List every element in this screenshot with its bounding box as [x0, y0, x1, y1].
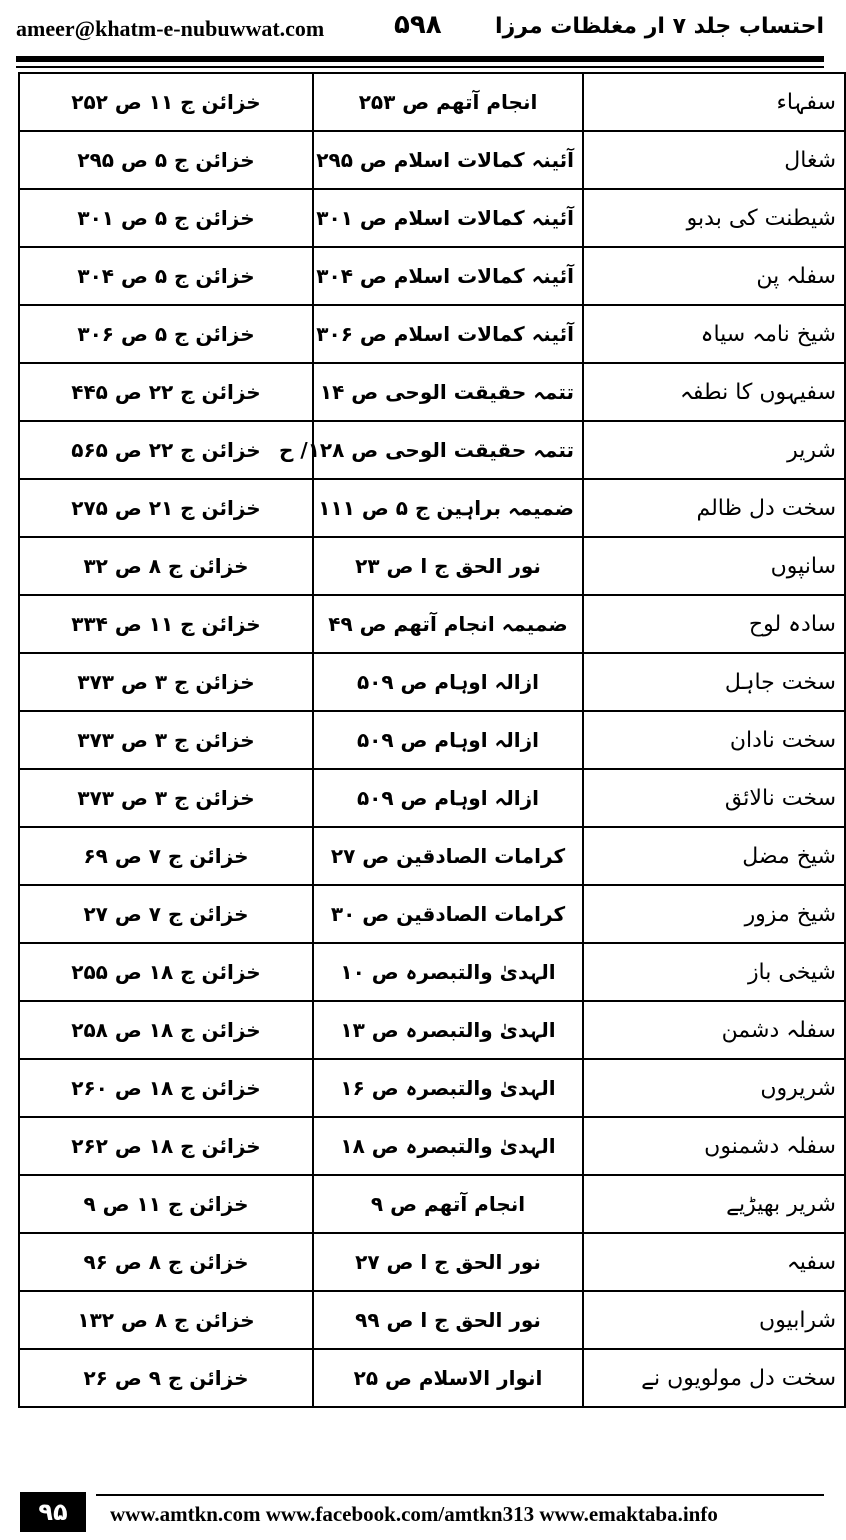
header-email[interactable]: ameer@khatm-e-nubuwwat.com	[16, 16, 325, 41]
reference-cell: خزائن ج ۱۱ ص ۳۳۴	[19, 595, 313, 653]
book-title: احتساب جلد ۷ ار مغلظات مرزا	[495, 14, 824, 39]
source-cell: ضمیمہ براہین ج ۵ ص ۱۱۱	[313, 479, 583, 537]
reference-cell: خزائن ج ۵ ص ۳۰۴	[19, 247, 313, 305]
source-cell: ازالہ اوہام ص ۵۰۹	[313, 711, 583, 769]
source-cell: الہدیٰ والتبصرہ ص ۱۳	[313, 1001, 583, 1059]
reference-cell: خزائن ج ۹ ص ۲۶	[19, 1349, 313, 1407]
source-cell: انوار الاسلام ص ۲۵	[313, 1349, 583, 1407]
word-cell: شیخ مضل	[583, 827, 845, 885]
table-row	[19, 769, 845, 827]
word-cell: سفلہ پن	[583, 247, 845, 305]
table-row	[19, 1175, 845, 1233]
reference-cell: خزائن ج ۸ ص ۹۶	[19, 1233, 313, 1291]
reference-cell: خزائن ج ۳ ص ۳۷۳	[19, 653, 313, 711]
table-row	[19, 363, 845, 421]
source-cell: الہدیٰ والتبصرہ ص ۱۸	[313, 1117, 583, 1175]
source-cell: الہدیٰ والتبصرہ ص ۱۰	[313, 943, 583, 1001]
word-cell: شیطنت کی بدبو	[583, 189, 845, 247]
word-cell: شریروں	[583, 1059, 845, 1117]
source-cell: تتمہ حقیقت الوحی ص ۱۴	[313, 363, 583, 421]
word-reference-table	[18, 72, 846, 1408]
source-cell: ازالہ اوہام ص ۵۰۹	[313, 769, 583, 827]
word-cell: شرابیوں	[583, 1291, 845, 1349]
reference-cell: خزائن ج ۱۱ ص ۲۵۲	[19, 73, 313, 131]
source-cell: نور الحق ج ا ص ۹۹	[313, 1291, 583, 1349]
word-cell: سخت جاہل	[583, 653, 845, 711]
table-row	[19, 421, 845, 479]
reference-cell: خزائن ج ۷ ص ۶۹	[19, 827, 313, 885]
reference-cell: خزائن ج ۲۱ ص ۲۷۵	[19, 479, 313, 537]
table-row	[19, 885, 845, 943]
word-cell: سفلہ دشمن	[583, 1001, 845, 1059]
table-row	[19, 73, 845, 131]
footer-page-number: ۹۵	[20, 1492, 86, 1532]
source-cell: ضمیمہ انجام آتھم ص ۴۹	[313, 595, 583, 653]
header-rule-thin	[16, 66, 824, 68]
table-row	[19, 827, 845, 885]
table-row	[19, 131, 845, 189]
reference-cell: خزائن ج ۲۲ ص ۴۴۵	[19, 363, 313, 421]
footer-urls[interactable]: www.amtkn.com www.facebook.com/amtkn313 www.emaktaba.info	[110, 1502, 718, 1526]
source-cell: ازالہ اوہام ص ۵۰۹	[313, 653, 583, 711]
reference-cell: خزائن ج ۷ ص ۲۷	[19, 885, 313, 943]
word-cell: شیخ مزور	[583, 885, 845, 943]
source-cell: الہدیٰ والتبصرہ ص ۱۶	[313, 1059, 583, 1117]
word-cell: سادہ لوح	[583, 595, 845, 653]
word-cell: سخت دل ظالم	[583, 479, 845, 537]
page-footer	[16, 1492, 824, 1536]
source-cell: آئینہ کمالات اسلام ص ۳۰۱	[313, 189, 583, 247]
table-row	[19, 1001, 845, 1059]
table-row	[19, 1117, 845, 1175]
source-cell: انجام آتھم ص ۹	[313, 1175, 583, 1233]
word-cell: سفیہ	[583, 1233, 845, 1291]
table-row	[19, 711, 845, 769]
source-cell: کرامات الصادقین ص ۲۷	[313, 827, 583, 885]
word-cell: سخت نالائق	[583, 769, 845, 827]
source-cell: کرامات الصادقین ص ۳۰	[313, 885, 583, 943]
word-cell: شیخی باز	[583, 943, 845, 1001]
table-row	[19, 247, 845, 305]
reference-cell: خزائن ج ۵ ص ۲۹۵	[19, 131, 313, 189]
table-row	[19, 305, 845, 363]
source-cell: آئینہ کمالات اسلام ص ۲۹۵	[313, 131, 583, 189]
reference-cell: خزائن ج ۵ ص ۳۰۶	[19, 305, 313, 363]
word-cell: شغال	[583, 131, 845, 189]
source-cell: تتمہ حقیقت الوحی ص ۱۲۸/ ح	[313, 421, 583, 479]
page-number: ۵۹۸	[394, 10, 442, 40]
table-row	[19, 943, 845, 1001]
source-cell: آئینہ کمالات اسلام ص ۳۰۶	[313, 305, 583, 363]
source-cell: انجام آتھم ص ۲۵۳	[313, 73, 583, 131]
word-cell: سخت دل مولویوں نے	[583, 1349, 845, 1407]
footer-rule	[96, 1494, 824, 1496]
header-rule-thick	[16, 56, 824, 62]
reference-cell: خزائن ج ۵ ص ۳۰۱	[19, 189, 313, 247]
reference-cell: خزائن ج ۸ ص ۱۳۲	[19, 1291, 313, 1349]
word-cell: شریر	[583, 421, 845, 479]
table-row	[19, 537, 845, 595]
source-cell: آئینہ کمالات اسلام ص ۳۰۴	[313, 247, 583, 305]
word-cell: شریر بھیڑیے	[583, 1175, 845, 1233]
reference-cell: خزائن ج ۱۱ ص ۹	[19, 1175, 313, 1233]
word-cell: سفہاء	[583, 73, 845, 131]
table-row	[19, 653, 845, 711]
word-cell: سخت نادان	[583, 711, 845, 769]
table-row	[19, 1059, 845, 1117]
word-cell: سانپوں	[583, 537, 845, 595]
table-row	[19, 1349, 845, 1407]
reference-cell: خزائن ج ۳ ص ۳۷۳	[19, 769, 313, 827]
word-cell: سفیہوں کا نطفہ	[583, 363, 845, 421]
table-row	[19, 189, 845, 247]
table-row	[19, 595, 845, 653]
reference-cell: خزائن ج ۲۲ ص ۵۶۵	[19, 421, 313, 479]
reference-cell: خزائن ج ۱۸ ص ۲۶۲	[19, 1117, 313, 1175]
reference-cell: خزائن ج ۱۸ ص ۲۵۵	[19, 943, 313, 1001]
reference-cell: خزائن ج ۱۸ ص ۲۶۰	[19, 1059, 313, 1117]
reference-cell: خزائن ج ۱۸ ص ۲۵۸	[19, 1001, 313, 1059]
word-cell: سفلہ دشمنوں	[583, 1117, 845, 1175]
table-row	[19, 1291, 845, 1349]
source-cell: نور الحق ج ا ص ۲۳	[313, 537, 583, 595]
page-header	[16, 8, 824, 52]
word-cell: شیخ نامہ سیاہ	[583, 305, 845, 363]
source-cell: نور الحق ج ا ص ۲۷	[313, 1233, 583, 1291]
reference-cell: خزائن ج ۸ ص ۳۲	[19, 537, 313, 595]
reference-cell: خزائن ج ۳ ص ۳۷۳	[19, 711, 313, 769]
table-row	[19, 479, 845, 537]
table-row	[19, 1233, 845, 1291]
